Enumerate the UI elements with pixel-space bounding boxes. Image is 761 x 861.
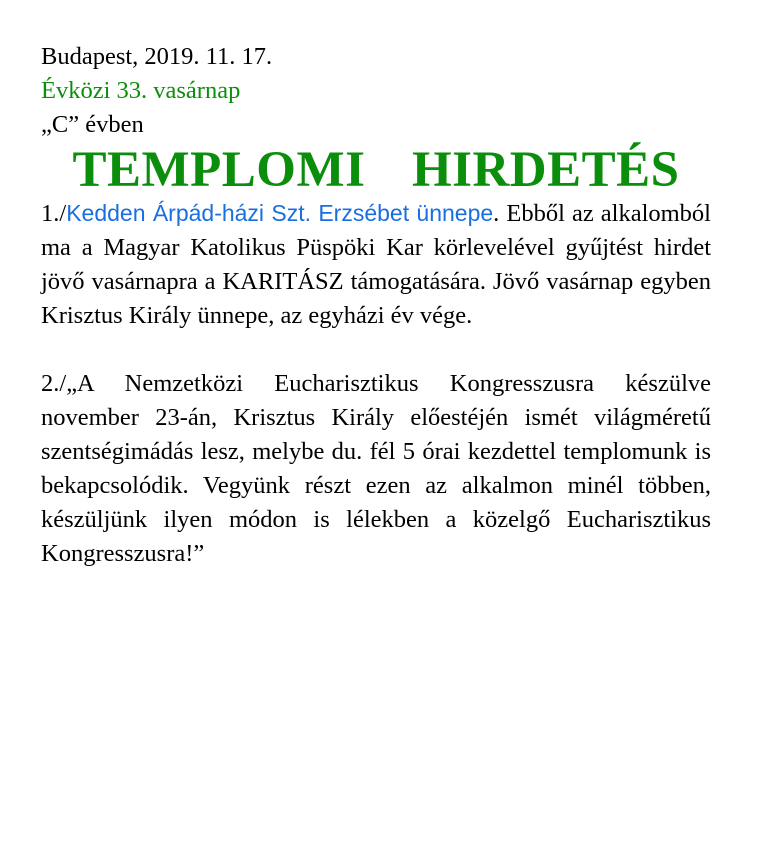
announcement-document: [41, 40, 711, 571]
place-date: Budapest, 2019. 11. 17.: [41, 43, 273, 70]
announcement-1-number: 1./: [41, 200, 67, 227]
announcement-2: [41, 367, 711, 571]
announcement-2-number: 2./: [41, 370, 67, 397]
announcement-1-highlight: Kedden Árpád-házi Szt. Erzsébet ünnepe: [66, 200, 494, 226]
liturgical-year: „C” évben: [41, 111, 144, 138]
paragraph-spacer: [41, 333, 711, 367]
announcement-1: [41, 196, 711, 333]
page-title: TEMPLOMI HIRDETÉS: [72, 142, 680, 198]
announcement-1-text: . Ebből az alkalomból ma a Magyar Katolikus Püspöki Kar körlevelével gyűjtést hirdet jövő vasárnapra a KARITÁSZ támogatására. Jövő vasárnap egyben Krisztus Király ünnepe, az egyházi év vége.: [41, 200, 711, 329]
announcement-2-text: „A Nemzetközi Eucharisztikus Kongresszusra készülve november 23-án, Krisztus Király előestéjén ismét világméretű szentségimádás lesz, melybe du. fél 5 órai kezdettel templomunk is bekapcsolódik. Vegyünk részt ezen az alkalmon minél többen, készüljünk ilyen módon is lélekben a közelgő Eucharisztikus Kongresszusra!”: [41, 370, 711, 567]
liturgical-sunday: Évközi 33. vasárnap: [41, 77, 241, 104]
